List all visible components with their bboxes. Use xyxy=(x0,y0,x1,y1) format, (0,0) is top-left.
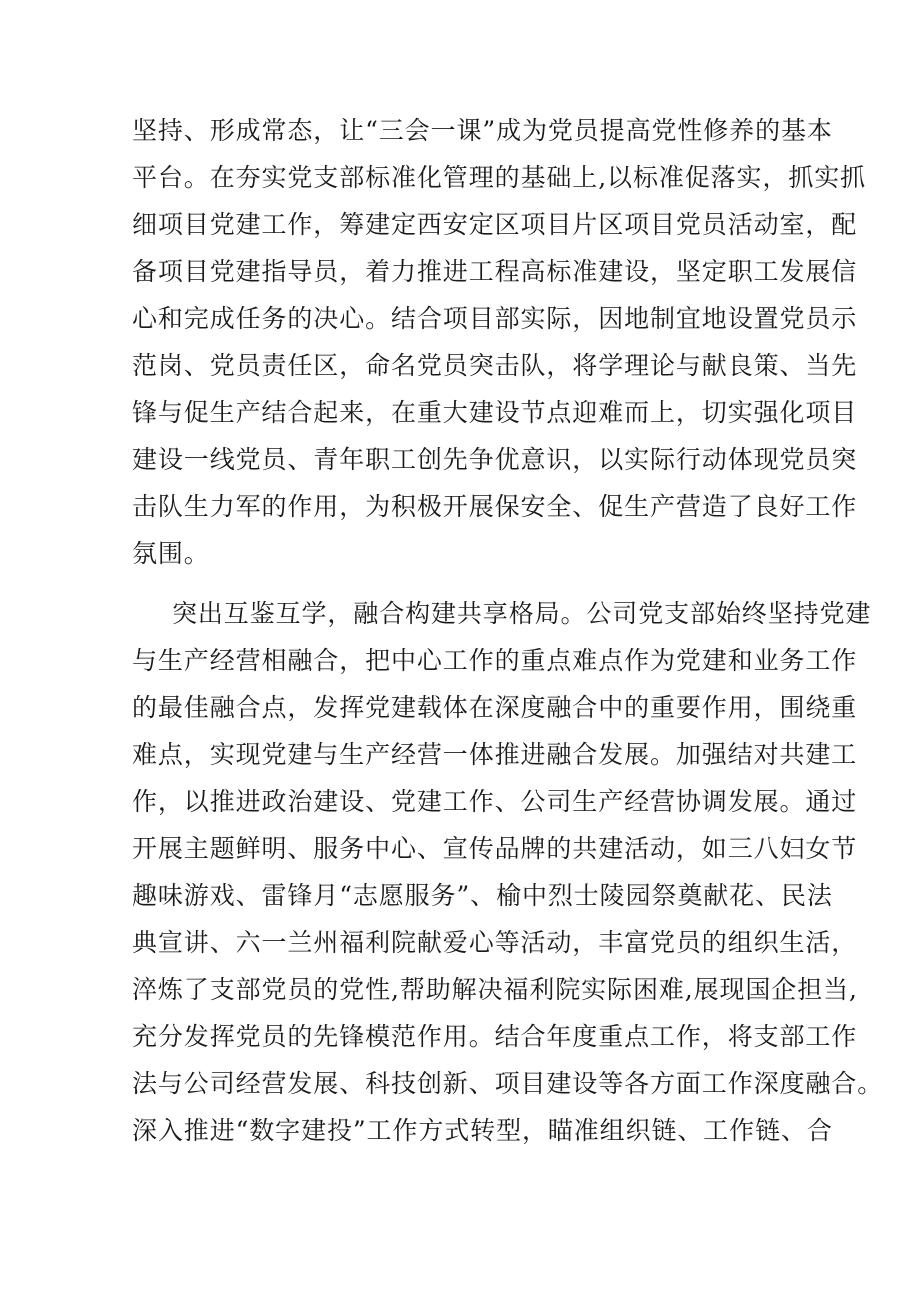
paragraph-line: 坚持、形成常态，让“三会一课”成为党员提高党性修养的基本 xyxy=(132,116,833,145)
paragraph-line: 典宣讲、六一兰州福利院献爱心等活动，丰富党员的组织生活， xyxy=(132,928,858,957)
paragraph-line: 范岗、党员责任区，命名党员突击队，将学理论与献良策、当先 xyxy=(132,351,858,380)
paragraph-line: 充分发挥党员的先锋模范作用。结合年度重点工作，将支部工作 xyxy=(132,1022,858,1051)
paragraph-line: 深入推进“数字建投”工作方式转型，瞄准组织链、工作链、合 xyxy=(132,1116,833,1145)
paragraph-line: 建设一线党员、青年职工创先争优意识，以实际行动体现党员突 xyxy=(132,445,858,474)
paragraph-line: 击队生力军的作用，为积极开展保安全、促生产营造了良好工作 xyxy=(132,492,858,521)
paragraph-line: 开展主题鲜明、服务中心、宣传品牌的共建活动，如三八妇女节 xyxy=(132,834,858,863)
paragraph-line: 细项目党建工作，筹建定西安定区项目片区项目党员活动室，配 xyxy=(132,210,858,239)
paragraph-line: 趣味游戏、雷锋月“志愿服务”、榆中烈士陵园祭奠献花、民法 xyxy=(132,881,833,910)
paragraph-line: 作，以推进政治建设、党建工作、公司生产经营协调发展。通过 xyxy=(132,787,858,816)
paragraph-line: 难点，实现党建与生产经营一体推进融合发展。加强结对共建工 xyxy=(132,740,858,769)
paragraph-line: 突出互鉴互学，融合构建共享格局。公司党支部始终坚持党建 xyxy=(172,599,872,628)
paragraph-line: 心和完成任务的决心。结合项目部实际，因地制宜地设置党员示 xyxy=(132,304,858,333)
paragraph-line: 淬炼了支部党员的党性,帮助解决福利院实际困难,展现国企担当, xyxy=(132,975,858,1004)
paragraph-line: 的最佳融合点，发挥党建载体在深度融合中的重要作用，围绕重 xyxy=(132,693,858,722)
paragraph-line: 与生产经营相融合，把中心工作的重点难点作为党建和业务工作 xyxy=(132,646,858,675)
paragraph-line: 氛围。 xyxy=(132,539,210,568)
paragraph-line: 法与公司经营发展、科技创新、项目建设等各方面工作深度融合。 xyxy=(132,1069,884,1098)
paragraph-line: 备项目党建指导员，着力推进工程高标准建设，坚定职工发展信 xyxy=(132,257,858,286)
paragraph-line: 平台。在夯实党支部标准化管理的基础上,以标准促落实，抓实抓 xyxy=(132,163,867,192)
paragraph-line: 锋与促生产结合起来，在重大建设节点迎难而上，切实强化项目 xyxy=(132,398,858,427)
